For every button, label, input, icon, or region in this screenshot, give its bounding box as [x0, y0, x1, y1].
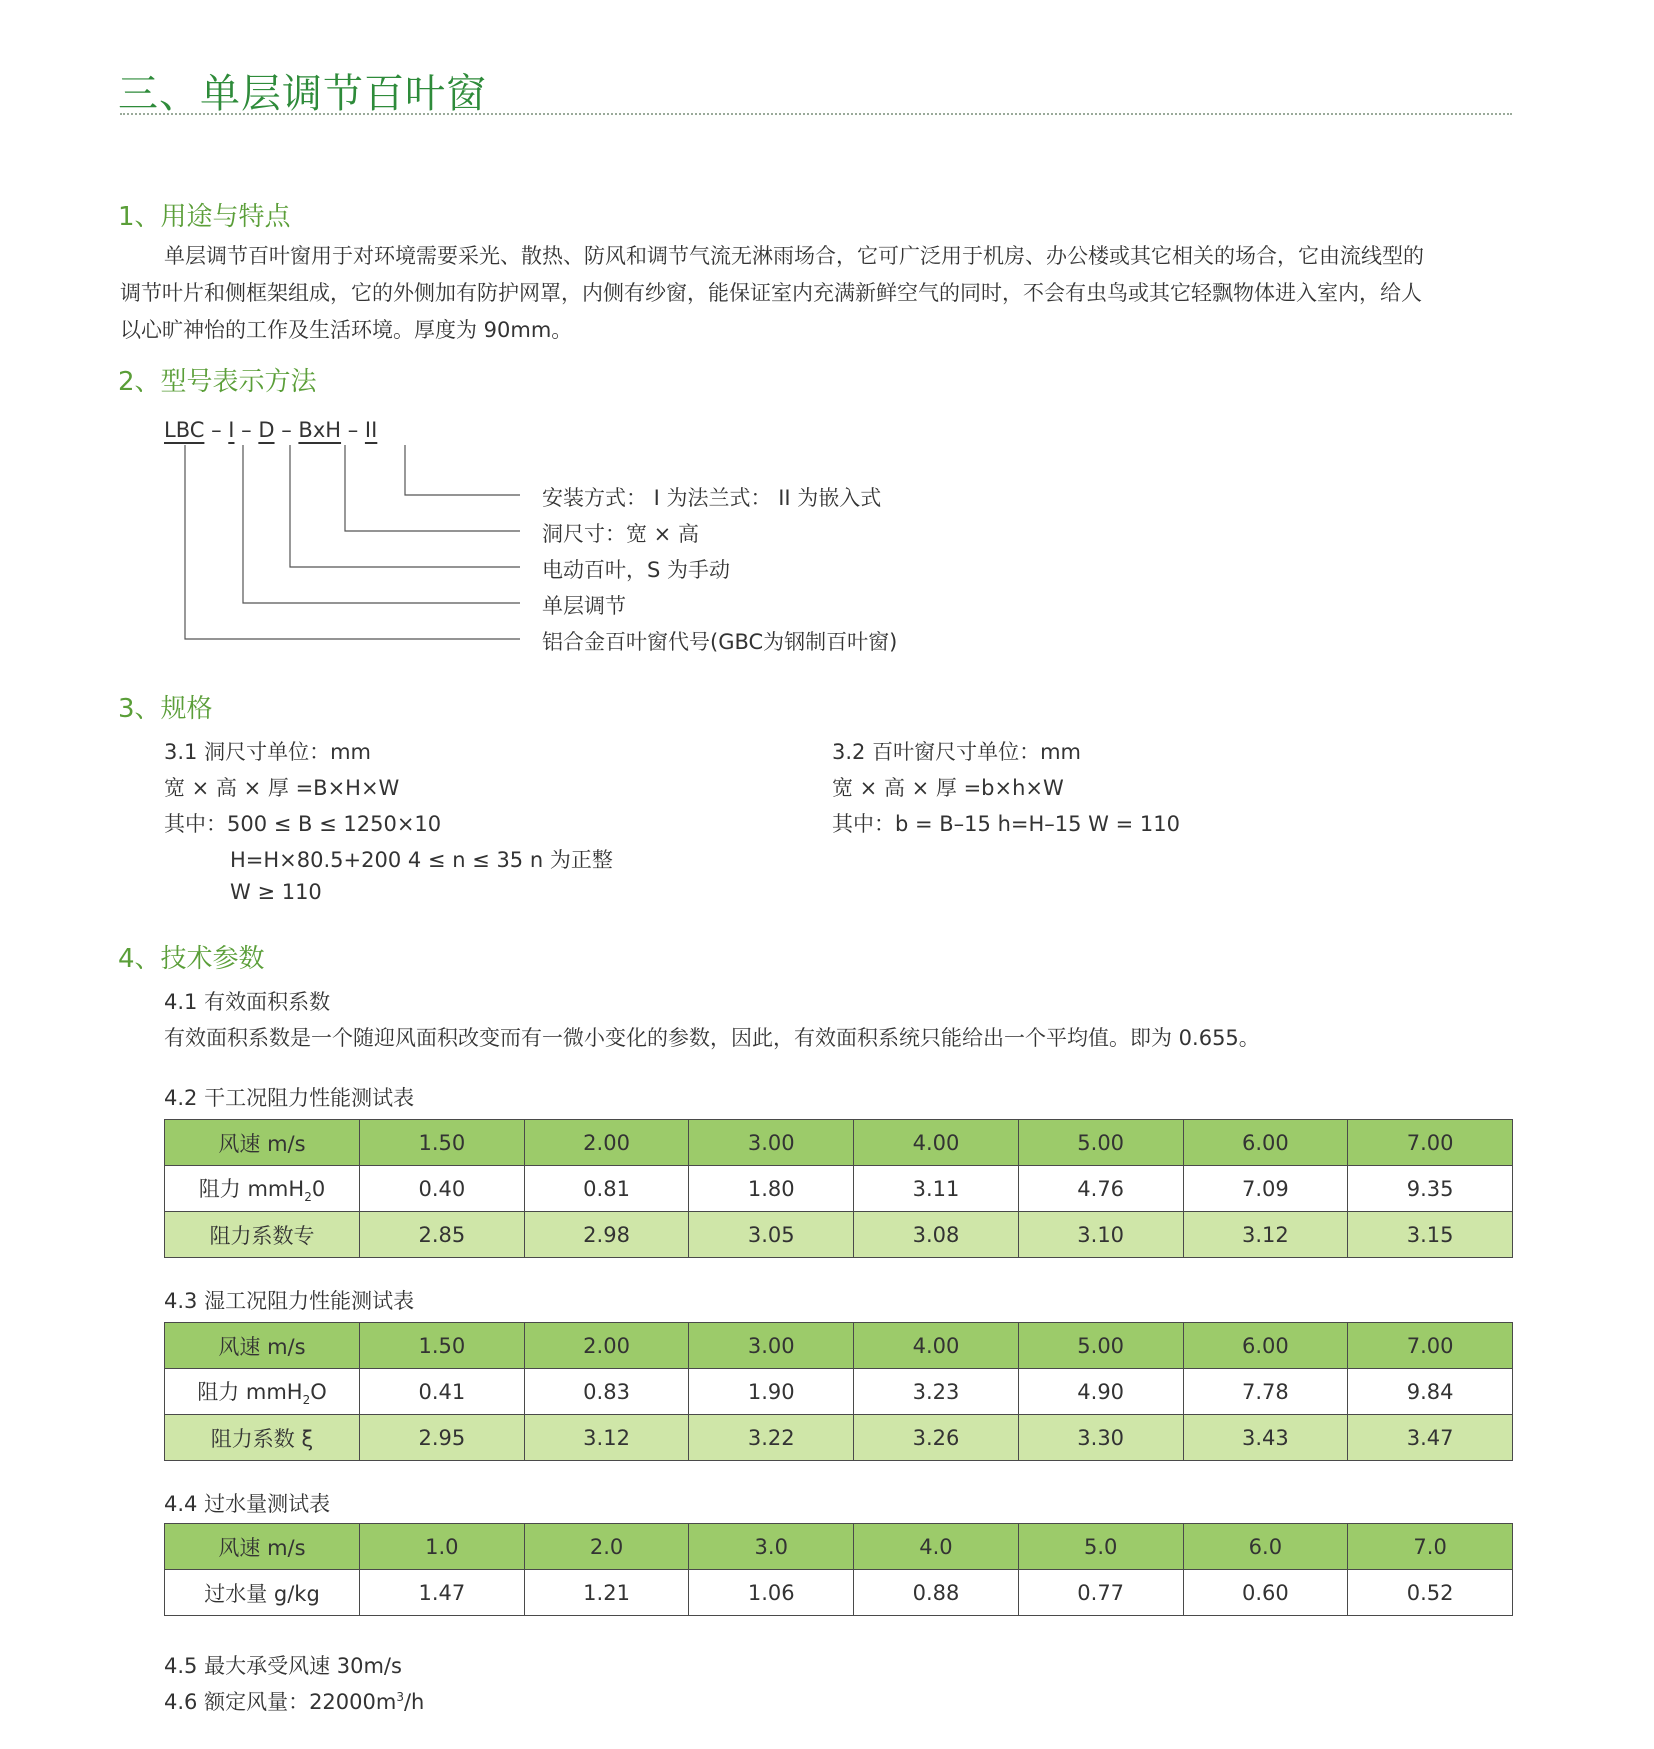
leader-line-size: [345, 445, 520, 531]
table-cell: 3.12: [1183, 1212, 1348, 1258]
legend-install: 安装方式： I 为法兰式： II 为嵌入式: [542, 486, 882, 510]
paragraph-line: 单层调节百叶窗用于对环境需要采光、散热、防风和调节气流无淋雨场合，它可广泛用于机房、办公楼或其它相关的场合，它由流线型的: [164, 244, 1424, 268]
table-row: [165, 1524, 1513, 1570]
table-cell: 6.00: [1183, 1323, 1348, 1369]
table-cell: 4.00: [854, 1323, 1019, 1369]
spec-4-2-title: 4.2 干工况阻力性能测试表: [164, 1086, 415, 1110]
table-cell: 1.21: [524, 1570, 689, 1616]
table-cell: 1.90: [689, 1369, 854, 1415]
table-cell: 0.40: [360, 1166, 525, 1212]
table-cell: 9.84: [1348, 1369, 1513, 1415]
model-code-leader-lines: [0, 0, 1654, 700]
table-cell: 3.47: [1348, 1415, 1513, 1461]
code-part-install: II: [364, 418, 378, 442]
table-row: [165, 1212, 1513, 1258]
spec-4-6-text: 4.6 额定风量：22000m: [164, 1690, 397, 1714]
table-row: [165, 1415, 1513, 1461]
table-row-label: 过水量 g/kg: [165, 1570, 360, 1616]
table-cell: 3.43: [1183, 1415, 1348, 1461]
table-cell: 3.26: [854, 1415, 1019, 1461]
table-cell: 1.80: [689, 1166, 854, 1212]
spec-3-1-formula: 宽 × 高 × 厚 =B×H×W: [164, 776, 400, 800]
section-4-heading: 4、技术参数: [118, 944, 265, 974]
table-cell: 2.00: [524, 1323, 689, 1369]
table-cell: 3.10: [1018, 1212, 1183, 1258]
table-row-label: [165, 1166, 360, 1212]
table-row-label: [165, 1369, 360, 1415]
legend-size: 洞尺寸：宽 × 高: [542, 522, 699, 546]
spec-4-3-title: 4.3 湿工况阻力性能测试表: [164, 1289, 415, 1313]
leader-line-code: [185, 445, 520, 639]
table-row-label: 阻力系数专: [165, 1212, 360, 1258]
label-text: 阻力 mmH: [197, 1379, 303, 1404]
code-dash: –: [347, 418, 359, 442]
label-text: 阻力 mmH: [198, 1176, 305, 1201]
table-cell: 7.00: [1348, 1120, 1513, 1166]
table-cell: 2.0: [524, 1524, 689, 1570]
legend-drive: 电动百叶，S 为手动: [542, 558, 731, 582]
section-1-heading: 1、用途与特点: [118, 202, 291, 232]
spec-3-1-title: 3.1 洞尺寸单位：mm: [164, 740, 371, 764]
code-part-lbc: LBC: [164, 418, 205, 442]
spec-4-6: [164, 1686, 424, 1716]
table-cell: 5.00: [1018, 1120, 1183, 1166]
table-cell: 0.60: [1183, 1570, 1348, 1616]
spec-4-4-title: 4.4 过水量测试表: [164, 1492, 331, 1516]
table-cell: 0.41: [360, 1369, 525, 1415]
spec-4-1-title: 4.1 有效面积系数: [164, 990, 331, 1014]
table-cell: 4.76: [1018, 1166, 1183, 1212]
code-dash: –: [281, 418, 292, 442]
water-carryover-table: [164, 1523, 1513, 1616]
section-2-heading: 2、型号表示方法: [118, 367, 317, 397]
table-row-label: 风速 m/s: [165, 1524, 360, 1570]
table-row: [165, 1570, 1513, 1616]
table-cell: 1.50: [360, 1323, 525, 1369]
table-cell: 3.05: [689, 1212, 854, 1258]
table-cell: 0.52: [1348, 1570, 1513, 1616]
table-row-label: 风速 m/s: [165, 1323, 360, 1369]
table-row: [165, 1323, 1513, 1369]
table-cell: 4.90: [1018, 1369, 1183, 1415]
spec-3-2-values: 其中：b = B–15 h=H–15 W = 110: [832, 812, 1180, 836]
table-row-label: 阻力系数 ξ: [165, 1415, 360, 1461]
table-cell: 6.0: [1183, 1524, 1348, 1570]
label-text: O: [310, 1379, 327, 1404]
spec-3-2-title: 3.2 百叶窗尺寸单位：mm: [832, 740, 1081, 764]
spec-4-5: 4.5 最大承受风速 30m/s: [164, 1654, 402, 1678]
table-cell: 2.95: [360, 1415, 525, 1461]
table-cell: 5.00: [1018, 1323, 1183, 1369]
leader-line-layer: [243, 445, 520, 603]
page-title: 三、单层调节百叶窗: [118, 71, 487, 117]
table-cell: 1.0: [360, 1524, 525, 1570]
legend-layer: 单层调节: [542, 594, 626, 618]
table-row-label: 风速 m/s: [165, 1120, 360, 1166]
table-cell: 0.83: [524, 1369, 689, 1415]
code-dash: –: [241, 418, 252, 442]
table-cell: 3.11: [854, 1166, 1019, 1212]
table-cell: 9.35: [1348, 1166, 1513, 1212]
code-part-drive: D: [258, 418, 275, 442]
dry-resistance-table: [164, 1119, 1513, 1258]
table-cell: 7.0: [1348, 1524, 1513, 1570]
table-row: [165, 1120, 1513, 1166]
code-part-size: BxH: [298, 418, 342, 442]
table-cell: 1.06: [689, 1570, 854, 1616]
table-cell: 6.00: [1183, 1120, 1348, 1166]
leader-line-install: [405, 445, 520, 495]
paragraph-line: 调节叶片和侧框架组成，它的外侧加有防护网罩，内侧有纱窗，能保证室内充满新鲜空气的同时，不会有虫鸟或其它轻飘物体进入室内，给人: [120, 281, 1422, 305]
table-cell: 3.22: [689, 1415, 854, 1461]
paragraph-line: 以心旷神怡的工作及生活环境。厚度为 90mm。: [120, 318, 573, 342]
table-cell: 3.30: [1018, 1415, 1183, 1461]
table-cell: 3.00: [689, 1323, 854, 1369]
section-3-heading: 3、规格: [118, 694, 213, 724]
table-cell: 3.00: [689, 1120, 854, 1166]
table-cell: 3.15: [1348, 1212, 1513, 1258]
table-cell: 3.23: [854, 1369, 1019, 1415]
spec-3-2-formula: 宽 × 高 × 厚 =b×h×W: [832, 776, 1064, 800]
code-part-layer: I: [228, 418, 235, 442]
table-cell: 3.12: [524, 1415, 689, 1461]
spec-3-1-range-h: H=H×80.5+200 4 ≤ n ≤ 35 n 为正整: [230, 848, 613, 872]
spec-3-1-range-b: 其中：500 ≤ B ≤ 1250×10: [164, 812, 442, 836]
table-row: [165, 1166, 1513, 1212]
spec-4-6-unit: /h: [403, 1690, 425, 1714]
table-cell: 2.85: [360, 1212, 525, 1258]
table-cell: 5.0: [1018, 1524, 1183, 1570]
code-dash: –: [211, 418, 222, 442]
table-row: [165, 1369, 1513, 1415]
table-cell: 3.08: [854, 1212, 1019, 1258]
wet-resistance-table: [164, 1322, 1513, 1461]
table-cell: 1.47: [360, 1570, 525, 1616]
table-cell: 4.00: [854, 1120, 1019, 1166]
spec-4-6-superscript: 3: [396, 1690, 404, 1704]
label-subscript: 2: [302, 1393, 311, 1408]
table-cell: 0.88: [854, 1570, 1019, 1616]
label-subscript: 2: [304, 1190, 312, 1205]
spec-3-1-range-w: W ≥ 110: [230, 880, 322, 904]
table-cell: 0.77: [1018, 1570, 1183, 1616]
legend-code: 铝合金百叶窗代号(GBC为钢制百叶窗): [542, 630, 898, 654]
table-cell: 2.98: [524, 1212, 689, 1258]
spec-4-1-text: 有效面积系数是一个随迎风面积改变而有一微小变化的参数，因此，有效面积系统只能给出一个平均值。即为 0.655。: [164, 1026, 1260, 1050]
table-cell: 7.78: [1183, 1369, 1348, 1415]
table-cell: 3.0: [689, 1524, 854, 1570]
table-cell: 7.09: [1183, 1166, 1348, 1212]
model-code: [164, 418, 377, 442]
table-cell: 2.00: [524, 1120, 689, 1166]
table-cell: 0.81: [524, 1166, 689, 1212]
table-cell: 4.0: [854, 1524, 1019, 1570]
label-text: 0: [311, 1176, 326, 1201]
table-cell: 7.00: [1348, 1323, 1513, 1369]
table-cell: 1.50: [360, 1120, 525, 1166]
